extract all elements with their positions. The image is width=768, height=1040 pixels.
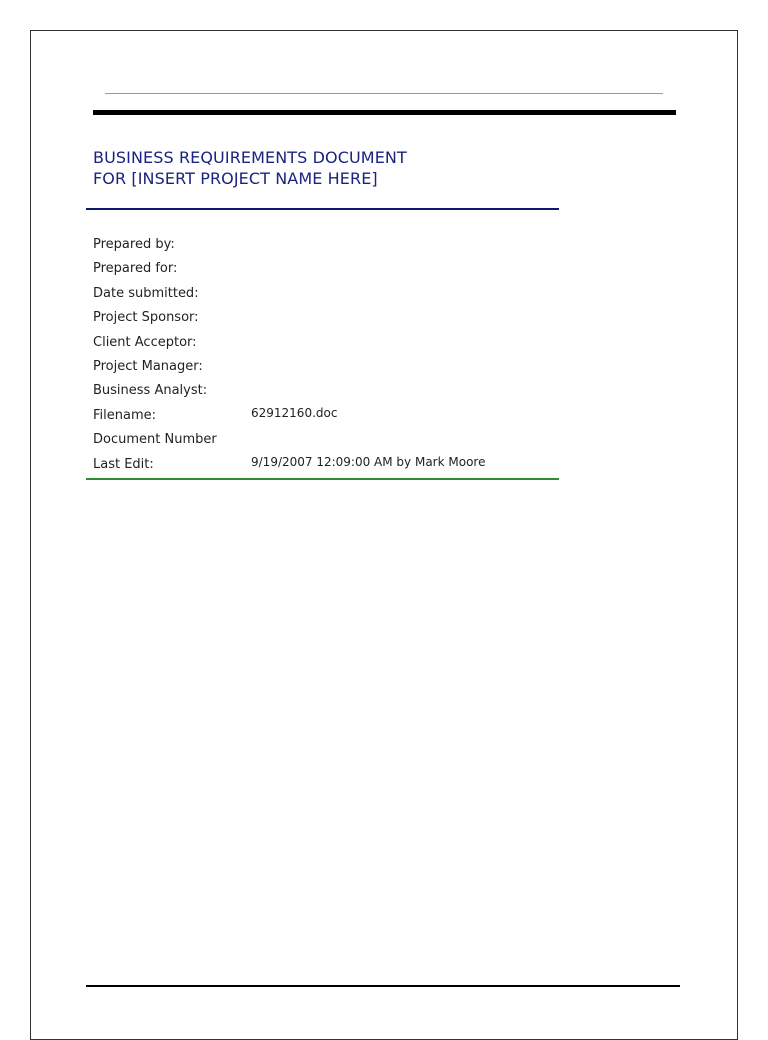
document-title bbox=[93, 147, 407, 189]
title-underline-rule bbox=[86, 208, 559, 210]
field-prepared-by bbox=[93, 234, 559, 258]
footer-rule bbox=[86, 985, 680, 987]
field-prepared-for bbox=[93, 258, 559, 282]
field-project-sponsor bbox=[93, 307, 559, 331]
field-label: Last Edit: bbox=[93, 456, 154, 472]
field-label: Project Manager: bbox=[93, 358, 203, 374]
fields-bottom-rule bbox=[86, 478, 559, 480]
field-label: Prepared by: bbox=[93, 237, 175, 252]
field-label: Client Acceptor: bbox=[93, 334, 197, 350]
field-label: Document Number bbox=[93, 432, 217, 448]
field-label: Date submitted: bbox=[93, 285, 199, 301]
field-business-analyst bbox=[93, 380, 559, 404]
document-info-fields bbox=[93, 234, 559, 478]
field-client-acceptor bbox=[93, 332, 559, 356]
field-value: 62912160.doc bbox=[251, 405, 338, 420]
header-thin-rule bbox=[105, 93, 663, 94]
field-label: Project Sponsor: bbox=[93, 310, 199, 326]
field-document-number bbox=[93, 429, 559, 453]
field-label: Prepared for: bbox=[93, 261, 178, 277]
field-label: Business Analyst: bbox=[93, 383, 208, 399]
field-value: 9/19/2007 12:09:00 AM by Mark Moore bbox=[251, 454, 486, 469]
field-label: Filename: bbox=[93, 407, 157, 423]
field-date-submitted bbox=[93, 283, 559, 307]
header-thick-rule bbox=[93, 110, 676, 115]
title-line-1: BUSINESS REQUIREMENTS DOCUMENT bbox=[93, 148, 407, 167]
field-last-edit bbox=[93, 454, 559, 478]
title-line-2: FOR [INSERT PROJECT NAME HERE] bbox=[93, 169, 378, 188]
field-filename bbox=[93, 405, 559, 429]
field-project-manager bbox=[93, 356, 559, 380]
